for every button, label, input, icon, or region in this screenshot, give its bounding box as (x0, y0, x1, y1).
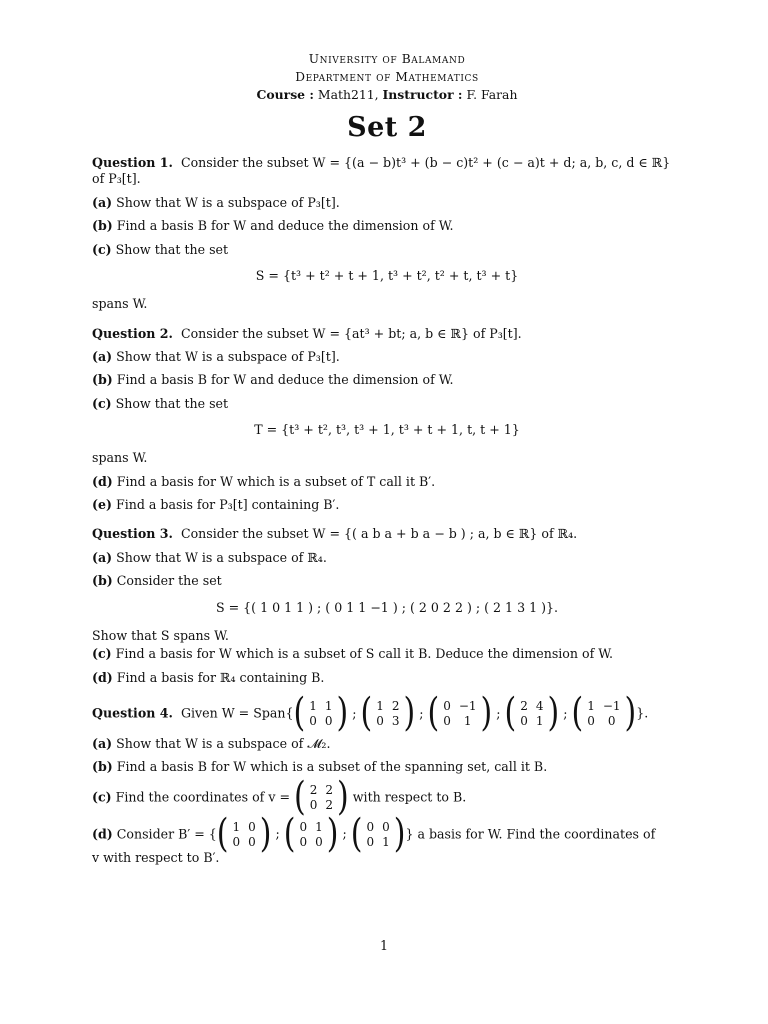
matrix-v: ( 2 2 0 2 ) (294, 774, 349, 820)
question-3: Question 3. Consider the subset W = {( a b a + b a − b ) ; a, b ∈ ℝ} of ℝ₄. (a) Show that W is a subspace of ℝ₄. (b) Consider the set S = {( 1 0 1 1 ) ; ( 0 1 1 −1 ) ; ( 2 0 2 2 ) ; ( 2 1 3 1 )}. Show that S spans W. (c) Find a basis for W which is a subset of S call it B. Deduce the dimension of W. (d) Find a basis for ℝ₄ containing B. (92, 526, 682, 686)
spanning-matrix-3: ( 0 −1 0 1 ) (427, 690, 493, 737)
set-T: T = {t³ + t², t³, t³ + 1, t³ + t + 1, t, t + 1} (254, 422, 520, 438)
basis-matrix-1: ( 1 0 0 0 ) (216, 811, 272, 857)
page-title: Set 2 (347, 112, 427, 143)
university-name: University of Balamand (308, 52, 466, 66)
question-2: Question 2. Consider the subset W = {at³ + bt; a, b ∈ ℝ} of P₃[t]. (a) Show that W is a subspace of P₃[t]. (b) Find a basis B for W and deduce the dimension of W. (c) Show that the set T = {t³ + t², t³, t³ + 1, t³ + t + 1, t, t + 1} spans W. (d) Find a basis for W which is a subset of T call it B′. (e) Find a basis for P₃[t] containing B′. (92, 326, 682, 514)
course-line: Course : Math211, Instructor : F. Farah (256, 87, 518, 102)
header (92, 50, 682, 104)
question-1: Question 1. Consider the subset W = {(a − b)t³ + (b − c)t² + (c − a)t + d; a, b, c, d ∈ ℝ} of P₃[t]. (a) Show that W is a subspace of P₃[t]. (b) Find a basis B for W and deduce the dimension of W. (c) Show that the set S = {t³ + t² + t + 1, t³ + t², t² + t, t³ + t} spans W. (92, 155, 682, 313)
spanning-matrix-2: ( 1 2 0 3 ) (360, 690, 416, 737)
page-number: 1 (379, 938, 388, 953)
basis-matrix-3: ( 0 0 0 1 ) (350, 811, 406, 857)
spanning-matrix-5: ( 1 −1 0 0 ) (571, 690, 637, 737)
question-4: Question 4. Given W = Span{ ( 1 1 0 0 ) ; ( 1 2 0 3 ) ; ( 0 −1 0 1 ) ; ( 2 4 0 1 ) ; ( 1 −1 0 0 ) }. (a) Show that W is a subspace of 𝓜₂. (b) Find a basis B for W which is a subset of the spanning set, call it B. (c) Find the coordinates of v = ( 2 2 0 2 ) with respect to B. (d) Consider B′ = { ( 1 0 0 0 ) ; ( 0 1 0 0 ) ; ( 0 0 0 1 ) } a basis for W. Find the coordinates of v with respect to B′. (92, 690, 656, 865)
spanning-matrix-4: ( 2 4 0 1 ) (504, 690, 560, 737)
department-name: Department of Mathematics (295, 70, 479, 84)
basis-matrix-2: ( 0 1 0 0 ) (283, 811, 339, 857)
document-page (92, 50, 682, 866)
set-S-vectors: S = {( 1 0 1 1 ) ; ( 0 1 1 −1 ) ; ( 2 0 2 2 ) ; ( 2 1 3 1 )}. (215, 599, 559, 615)
spanning-matrix-1: ( 1 1 0 0 ) (293, 690, 349, 737)
set-S: S = {t³ + t² + t + 1, t³ + t², t² + t, t³ + t} (255, 267, 519, 283)
